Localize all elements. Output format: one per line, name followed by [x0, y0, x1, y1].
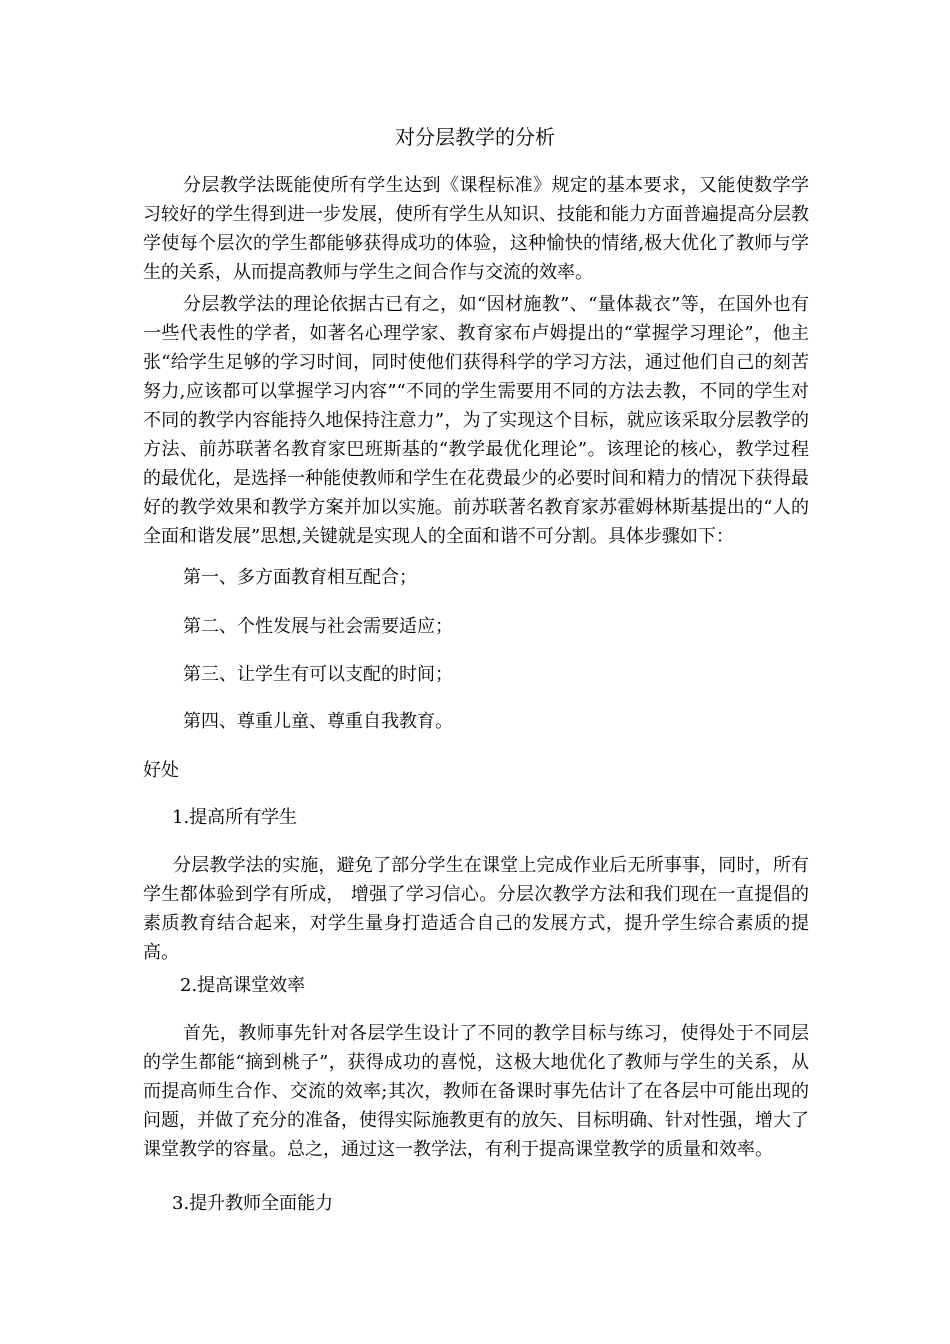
document-title: 对分层教学的分析 [395, 125, 555, 149]
step-item-1: 第一、多方面教育相互配合； [183, 567, 417, 588]
step-item-3: 第三、让学生有可以支配的时间； [183, 664, 453, 685]
benefits-heading: 好处 [143, 760, 179, 781]
benefit-3-heading: 3.提升教师全面能力 [172, 1193, 334, 1214]
intro-paragraph: 分层教学法既能使所有学生达到《课程标准》规定的基本要求，又能使数学学习较好的学生得到进一步发展，使所有学生从知识、技能和能力方面普遍提高分层教学使每个层次的学生都能够获得成功的体验，这种愉快的情绪,极大优化了教师与学生的关系，从而提高教师与学生之间合作与交流的效率。 [143, 175, 809, 283]
step-item-2: 第二、个性发展与社会需要适应； [183, 616, 453, 637]
benefit-2-heading: 2.提高课堂效率 [180, 975, 306, 996]
benefit-1-paragraph: 分层教学法的实施，避免了部分学生在课堂上完成作业后无所事事，同时，所有学生都体验到学有所成， 增强了学习信心。分层次教学方法和我们现在一直提倡的素质教育结合起来，对学生量身打造适合自己的发展方式，提升学生综合素质的提高。 [143, 855, 809, 963]
benefit-2-paragraph: 首先，教师事先针对各层学生设计了不同的教学目标与练习，使得处于不同层的学生都能“摘到桃子”，获得成功的喜悦，这极大地优化了教师与学生的关系，从而提高师生合作、交流的效率;其次，教师在备课时事先估计了在各层中可能出现的问题，并做了充分的准备，使得实际施教更有的放矢、目标明确、针对性强，增大了课堂教学的容量。总之，通过这一教学法，有利于提高课堂教学的质量和效率。 [143, 1023, 809, 1160]
benefit-1-heading: 1.提高所有学生 [172, 807, 298, 828]
step-item-4: 第四、尊重儿童、尊重自我教育。 [183, 711, 453, 732]
theory-paragraph: 分层教学法的理论依据古已有之，如“因材施教”、“量体裁衣”等，在国外也有一些代表性的学者，如著名心理学家、教育家布卢姆提出的“掌握学习理论”，他主张“给学生足够的学习时间，同时使他们获得科学的学习方法，通过他们自己的刻苦努力,应该都可以掌握学习内容”“不同的学生需要用不同的方法去教，不同的学生对不同的教学内容能持久地保持注意力”，为了实现这个目标，就应该采取分层教学的方法、前苏联著名教育家巴班斯基的“教学最优化理论”。该理论的核心，教学过程的最优化，是选择一种能使教师和学生在花费最少的必要时间和精力的情况下获得最好的教学效果和教学方案并加以实施。前苏联著名教育家苏霍姆林斯基提出的“人的全面和谐发展”思想,关键就是实现人的全面和谐不可分割。具体步骤如下： [143, 294, 809, 547]
